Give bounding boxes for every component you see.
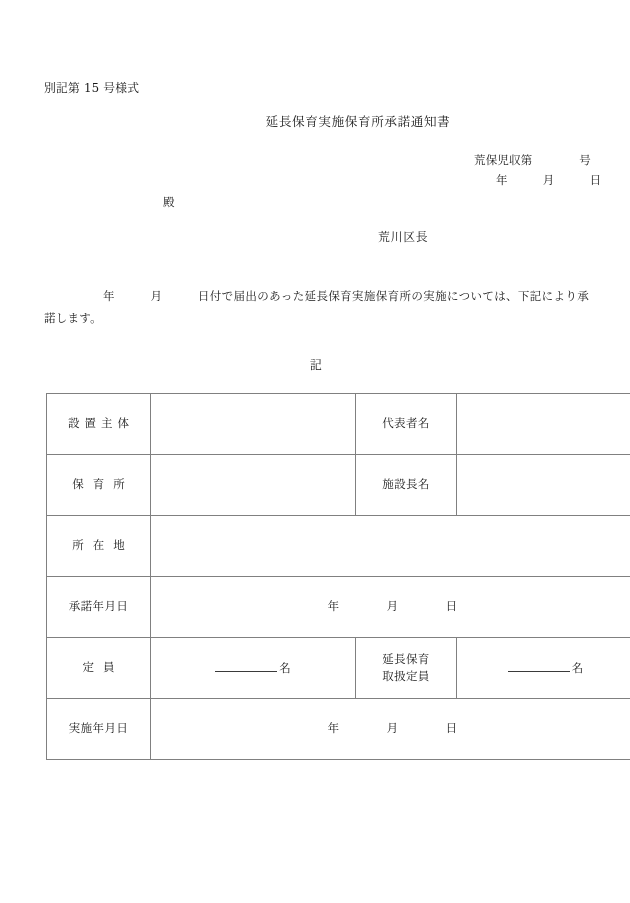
capacity-blank-rule[interactable]	[508, 660, 570, 672]
capacity-entry	[508, 660, 584, 677]
field-implementation-date-value[interactable]	[151, 699, 630, 760]
row-label-director	[356, 455, 457, 516]
ki-mark: 記	[309, 358, 323, 372]
label-text: 設置主体	[68, 416, 134, 431]
form-table	[46, 393, 630, 760]
label-line-2: 取扱定員	[382, 669, 430, 683]
row-label-representative	[356, 394, 457, 455]
field-approval-date-value[interactable]	[151, 577, 630, 638]
label-text	[382, 651, 430, 686]
document-issue-date: 年 月 日	[496, 173, 602, 187]
field-representative-value[interactable]	[457, 394, 630, 455]
row-label-establisher	[47, 394, 151, 455]
row-label-address	[47, 516, 151, 577]
capacity-entry	[215, 660, 291, 677]
label-text: 承諾年月日	[68, 599, 129, 614]
label-text: 定員	[82, 660, 124, 675]
table-row	[47, 638, 630, 699]
table-row	[47, 577, 630, 638]
label-text: 実施年月日	[68, 721, 129, 736]
row-label-capacity	[47, 638, 151, 699]
body-paragraph: 年 月 日付で届出のあった延長保育実施保育所の実施については、下記により承諾します。	[44, 289, 589, 326]
table-row	[47, 394, 630, 455]
label-text: 代表者名	[382, 416, 430, 431]
date-placeholder: 年 月 日	[327, 599, 458, 614]
document-number: 荒保児収第 号	[474, 153, 591, 167]
field-capacity-value[interactable]	[151, 638, 356, 699]
page-title: 延長保育実施保育所承諾通知書	[265, 114, 451, 129]
label-text: 施設長名	[382, 477, 430, 492]
field-nursery-value[interactable]	[151, 455, 356, 516]
table-row	[47, 516, 630, 577]
date-placeholder: 年 月 日	[327, 721, 458, 736]
field-address-value[interactable]	[151, 516, 630, 577]
capacity-unit: 名	[571, 660, 584, 675]
label-line-1: 延長保育	[382, 651, 430, 666]
addressee-honorific: 殿	[163, 195, 175, 209]
row-label-approval-date	[47, 577, 151, 638]
table-row	[47, 699, 630, 760]
form-code: 別記第 15 号様式	[44, 81, 140, 95]
row-label-implementation-date	[47, 699, 151, 760]
field-extended-capacity-value[interactable]	[457, 638, 630, 699]
field-director-value[interactable]	[457, 455, 630, 516]
field-establisher-value[interactable]	[151, 394, 356, 455]
row-label-nursery	[47, 455, 151, 516]
issuer-name: 荒川区長	[378, 230, 429, 244]
capacity-unit: 名	[279, 660, 291, 675]
row-label-extended-capacity	[356, 638, 457, 699]
table-row	[47, 455, 630, 516]
capacity-blank-rule[interactable]	[215, 660, 277, 672]
label-text: 所在地	[72, 538, 134, 553]
label-text: 保育所	[72, 477, 134, 492]
